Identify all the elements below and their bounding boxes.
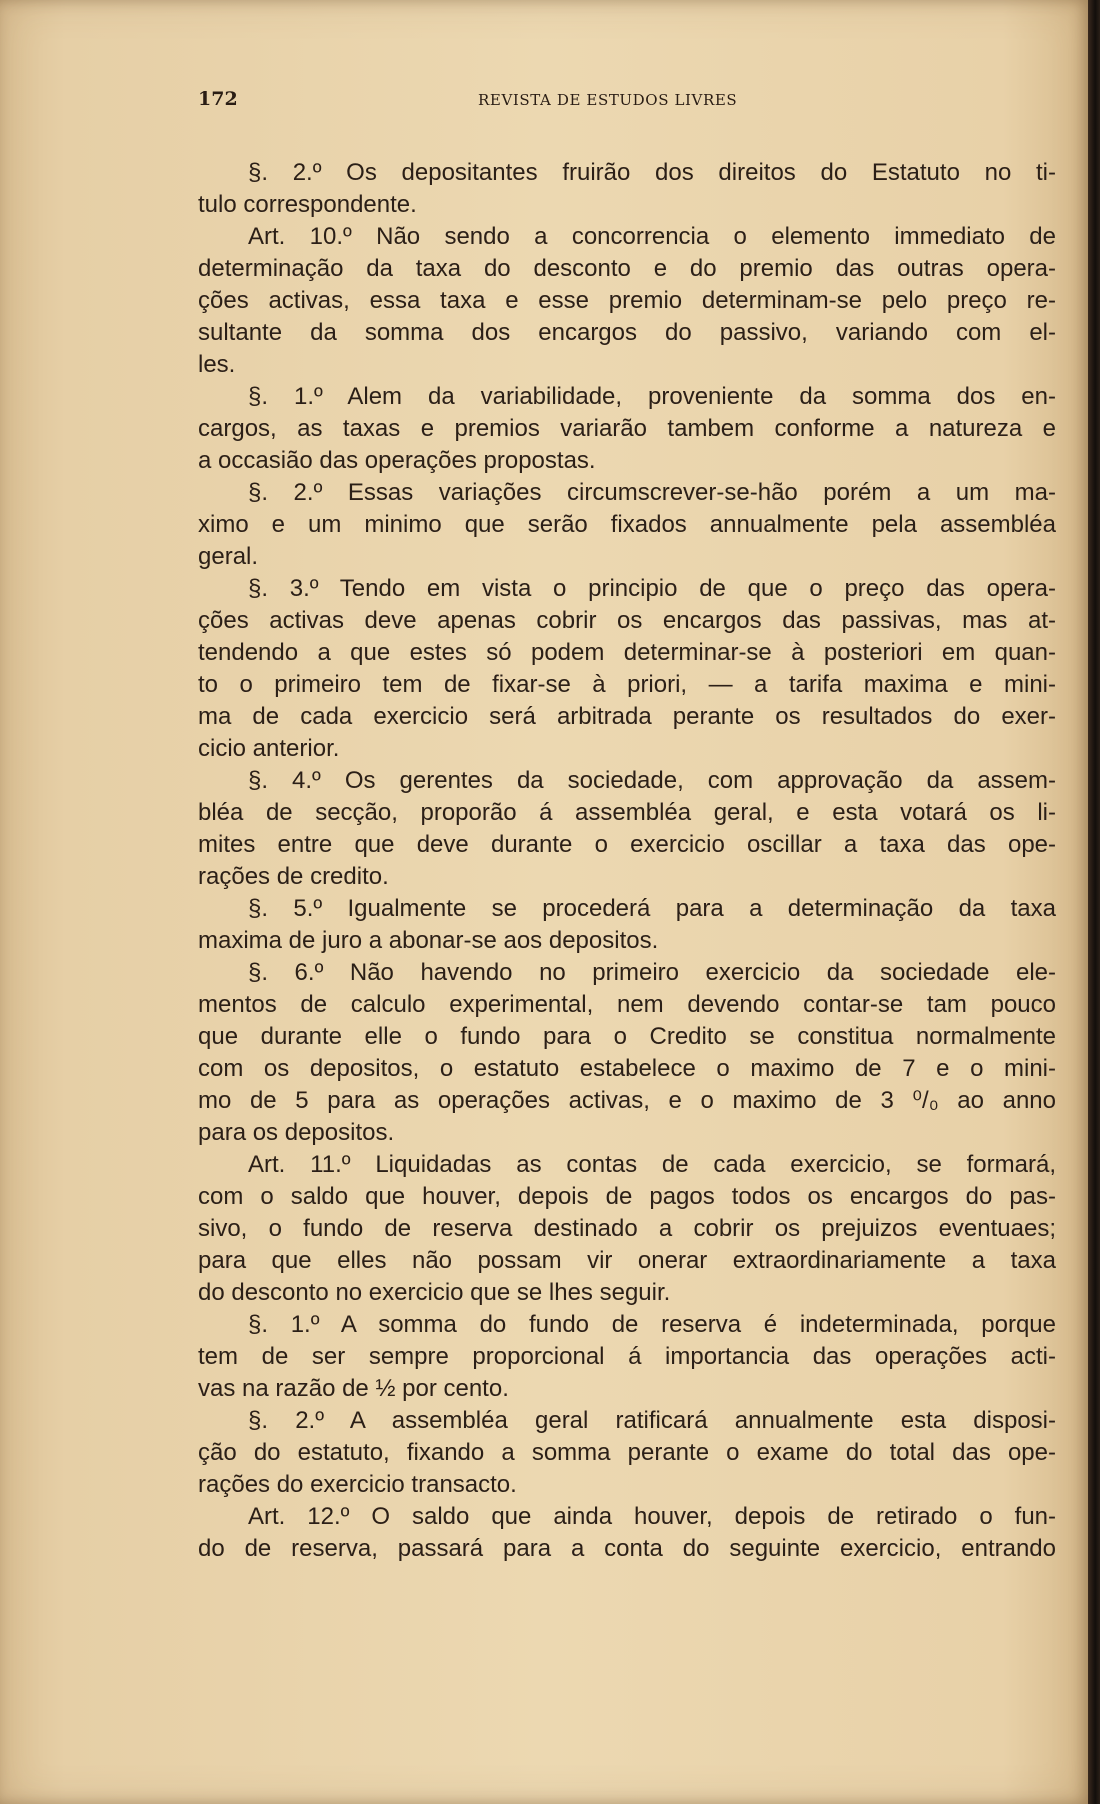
text-line: tulo correspondente.	[198, 191, 417, 218]
text-line: rações do exercicio transacto.	[198, 1471, 517, 1498]
text-line: que durante elle o fundo para o Credito se constitua normalmente	[198, 1023, 1056, 1050]
running-title: REVISTA DE ESTUDOS LIVRES	[478, 91, 738, 109]
text-line: tem de ser sempre proporcional á importancia das operações acti-	[198, 1343, 1056, 1370]
text-line: determinação da taxa do desconto e do premio das outras opera-	[198, 255, 1056, 282]
text-line: sivo, o fundo de reserva destinado a cobrir os prejuizos eventuaes;	[198, 1215, 1056, 1242]
text-line: mo de 5 para as operações activas, e o maximo de 3 ⁰/₀ ao anno	[198, 1087, 1056, 1114]
page-header	[198, 88, 1056, 114]
text-line: ções activas, essa taxa e esse premio determinam-se pelo preço re-	[198, 287, 1056, 314]
text-line: §. 1.º Alem da variabilidade, proveniente da somma dos en-	[248, 383, 1056, 410]
text-line: sultante da somma dos encargos do passivo, variando com el-	[198, 319, 1056, 346]
text-line: cargos, as taxas e premios variarão tambem conforme a natureza e	[198, 415, 1056, 442]
text-line: Art. 12.º O saldo que ainda houver, depois de retirado o fun-	[248, 1503, 1056, 1530]
text-line: to o primeiro tem de fixar-se à priori, — a tarifa maxima e mini-	[198, 671, 1056, 698]
text-line: §. 5.º Igualmente se procederá para a determinação da taxa	[248, 895, 1056, 922]
text-line: vas na razão de ½ por cento.	[198, 1375, 509, 1402]
text-line: mites entre que deve durante o exercicio oscillar a taxa das ope-	[198, 831, 1056, 858]
text-line: a occasião das operações propostas.	[198, 447, 596, 474]
body-text	[198, 157, 1056, 1565]
text-line: bléa de secção, proporão á assembléa geral, e esta votará os li-	[198, 799, 1056, 826]
text-line: para os depositos.	[198, 1119, 395, 1146]
text-line: para que elles não possam vir onerar extraordinariamente a taxa	[198, 1247, 1056, 1274]
text-line: mentos de calculo experimental, nem devendo contar-se tam pouco	[198, 991, 1056, 1018]
text-line: ção do estatuto, fixando a somma perante o exame do total das ope-	[198, 1439, 1056, 1466]
text-line: do desconto no exercicio que se lhes seguir.	[198, 1279, 671, 1306]
text-line: ma de cada exercicio será arbitrada perante os resultados do exer-	[198, 703, 1056, 730]
text-line: com os depositos, o estatuto estabelece o maximo de 7 e o mini-	[198, 1055, 1056, 1082]
book-spine-edge	[1088, 0, 1100, 1804]
text-line: §. 4.º Os gerentes da sociedade, com approvação da assem-	[248, 767, 1056, 794]
text-line: cicio anterior.	[198, 735, 340, 762]
text-line: do de reserva, passará para a conta do seguinte exercicio, entrando	[198, 1535, 1056, 1562]
text-line: §. 3.º Tendo em vista o principio de que o preço das opera-	[248, 575, 1056, 602]
text-line: §. 6.º Não havendo no primeiro exercicio da sociedade ele-	[248, 959, 1056, 986]
text-line: ções activas deve apenas cobrir os encargos das passivas, mas at-	[198, 607, 1056, 634]
text-line: geral.	[198, 543, 259, 570]
text-line: Art. 10.º Não sendo a concorrencia o elemento immediato de	[248, 223, 1056, 250]
text-line: com o saldo que houver, depois de pagos todos os encargos do pas-	[198, 1183, 1056, 1210]
text-line: §. 2.º A assembléa geral ratificará annualmente esta disposi-	[248, 1407, 1056, 1434]
text-line: §. 2.º Essas variações circumscrever-se-hão porém a um ma-	[248, 479, 1056, 506]
text-line: maxima de juro a abonar-se aos depositos.	[198, 927, 659, 954]
page-number: 172	[198, 88, 238, 110]
text-line: les.	[198, 351, 236, 378]
text-line: Art. 11.º Liquidadas as contas de cada exercicio, se formará,	[248, 1151, 1056, 1178]
text-line: §. 1.º A somma do fundo de reserva é indeterminada, porque	[248, 1311, 1056, 1338]
text-line: §. 2.º Os depositantes fruirão dos direitos do Estatuto no ti-	[248, 159, 1056, 186]
text-line: tendendo a que estes só podem determinar-se à posteriori em quan-	[198, 639, 1056, 666]
text-line: rações de credito.	[198, 863, 389, 890]
text-line: ximo e um minimo que serão fixados annualmente pela assembléa	[198, 511, 1056, 538]
